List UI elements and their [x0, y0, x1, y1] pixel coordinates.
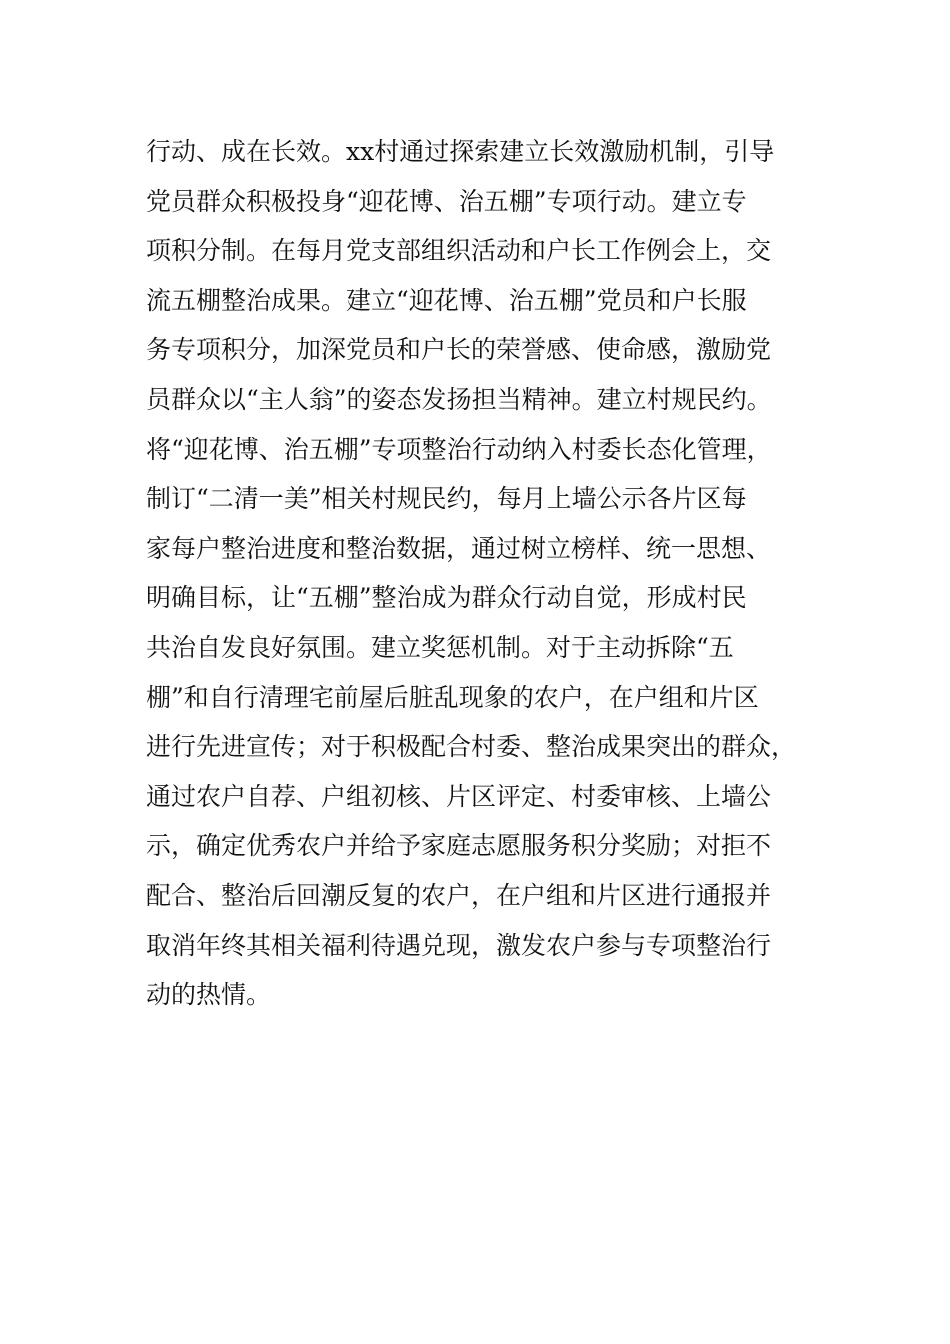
- text-line: 党员群众积极投身“迎花博、治五棚”专项行动。建立专: [146, 186, 747, 216]
- text-line: 将“迎花博、治五棚”专项整治行动纳入村委长态化管理，: [146, 434, 772, 464]
- text-line: 务专项积分，加深党员和户长的荣誉感、使命感，激励党: [146, 335, 772, 365]
- text-line: 配合、整治后回潮反复的农户，在户组和片区进行通报并: [146, 880, 772, 910]
- text-line: 制订“二清一美”相关村规民约，每月上墙公示各片区每: [146, 484, 747, 514]
- text-line: 项积分制。在每月党支部组织活动和户长工作例会上，交: [146, 236, 772, 266]
- text-line: 共治自发良好氛围。建立奖惩机制。对于主动拆除“五: [146, 632, 734, 662]
- text-line: 家每户整治进度和整治数据，通过树立榜样、统一思想、: [146, 533, 772, 563]
- text-line: 通过农户自荐、户组初核、片区评定、村委审核、上墙公: [146, 781, 772, 811]
- text-line: 动的热情。: [146, 980, 272, 1010]
- text-line: 棚”和自行清理宅前屋后脏乱现象的农户，在户组和片区: [146, 682, 759, 712]
- text-line: 流五棚整治成果。建立“迎花博、治五棚”党员和户长服: [146, 285, 747, 315]
- text-line: 示，确定优秀农户并给予家庭志愿服务积分奖励；对拒不: [146, 831, 772, 861]
- text-line: 行动、成在长效。xx村通过探索建立长效激励机制，引导: [146, 137, 775, 166]
- text-line: 员群众以“主人翁”的姿态发扬担当精神。建立村规民约。: [146, 384, 772, 414]
- text-line: 取消年终其相关福利待遇兑现，激发农户参与专项整治行: [146, 930, 772, 960]
- text-line: 明确目标，让“五棚”整治成为群众行动自觉，形成村民: [146, 583, 747, 613]
- text-line: 进行先进宣传；对于积极配合村委、整治成果突出的群众，: [146, 732, 797, 762]
- body-paragraph: [146, 127, 806, 1020]
